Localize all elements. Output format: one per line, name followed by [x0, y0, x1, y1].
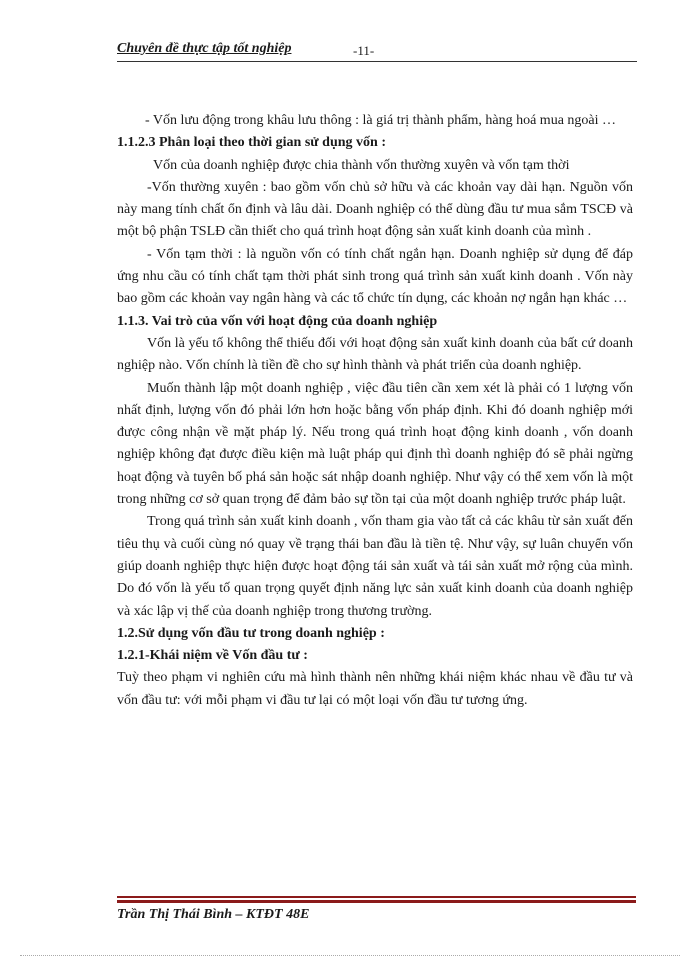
paragraph-investment-concept: Tuỳ theo phạm vi nghiên cứu mà hình thành nên những khái niệm khác nhau về đầu tư và vốn đầu tư: với mỗi phạm vi đầu tư lại có một loại vốn đầu tư tương ứng. — [117, 670, 633, 708]
page-header — [117, 38, 637, 66]
footer-author: Trần Thị Thái Bình – KTĐT 48E — [117, 907, 310, 922]
paragraph-capital-role: Vốn là yếu tố không thể thiếu đối với hoạt động sản xuất kinh doanh của bất cứ doanh nghiệp nào. Vốn chính là tiền đề cho sự hình thành và phát triển của doanh nghiệp. — [117, 335, 633, 374]
heading-1-2: 1.2.Sử dụng vốn đầu tư trong doanh nghiệp : — [117, 625, 385, 641]
heading-1-1-2-3: 1.1.2.3 Phân loại theo thời gian sử dụng vốn : — [117, 135, 386, 151]
paragraph-permanent-capital: -Vốn thường xuyên : bao gồm vốn chủ sở hữu và các khoản vay dài hạn. Nguồn vốn này mang tính chất ổn định và lâu dài. Doanh nghiệp có thể dùng đầu tư mua sắm TSCĐ và một bộ phận TSLĐ cần thiết cho quá trình hoạt động sản xuất kinh doanh của mình . — [117, 179, 633, 240]
paragraph-establish-enterprise: Muốn thành lập một doanh nghiệp , việc đầu tiên cần xem xét là phải có 1 lượng vốn nhất định, lượng vốn đó phải lớn hơn hoặc bằng vốn pháp định. Khi đó doanh nghiệp mới được công nhận về mặt pháp lý. Nếu trong quá trình hoạt động kinh doanh , vốn doanh nghiệp không đạt được điều kiện mà luật pháp qui định thì doanh nghiệp đó sẽ phải ngừng hoạt động và tuyên bố phá sản hoặc sát nhập doanh nghiệp. Như vậy có thể xem vốn là một trong những cơ sở quan trọng để đảm bảo sự tồn tại của một doanh nghiệp trước pháp luật. — [117, 380, 633, 508]
footer-divider-thin — [117, 896, 636, 898]
footer-divider-thick — [117, 900, 636, 903]
page-number: -11- — [353, 43, 375, 58]
page-bottom-border — [20, 955, 680, 956]
heading-1-2-1: 1.2.1-Khái niệm về Vốn đầu tư : — [117, 648, 308, 664]
page-body — [117, 110, 633, 712]
header-divider — [117, 61, 637, 62]
paragraph-capital-types: Vốn của doanh nghiệp được chia thành vốn thường xuyên và vốn tạm thời — [153, 157, 570, 173]
paragraph-circulation-capital: - Vốn lưu động trong khâu lưu thông : là giá trị thành phẩm, hàng hoá mua ngoài … — [145, 113, 617, 128]
heading-1-1-3: 1.1.3. Vai trò của vốn với hoạt động của doanh nghiệp — [117, 313, 438, 329]
paragraph-temporary-capital: - Vốn tạm thời : là nguồn vốn có tính chất ngắn hạn. Doanh nghiệp sử dụng để đáp ứng nhu cầu có tính chất tạm thời phát sinh trong quá trình sản xuất kinh doanh . Vốn này bao gồm các khoản vay ngân hàng và các tổ chức tín dụng, các khoản nợ ngắn hạn khác … — [117, 246, 633, 307]
header-title: Chuyên đề thực tập tốt nghiệp — [117, 41, 292, 56]
paragraph-production-process: Trong quá trình sản xuất kinh doanh , vốn tham gia vào tất cả các khâu từ sản xuất đến tiêu thụ và cuối cùng nó quay về trạng thái ban đầu là tiền tệ. Như vậy, sự luân chuyển vốn giúp doanh nghiệp thực hiện được hoạt động tái sản xuất và tái sản xuất mở rộng của mình. Do đó vốn là yếu tố quan trọng quyết định năng lực sản xuất kinh doanh của doanh nghiệp và xác lập vị thế của doanh nghiệp trong thương trường. — [117, 514, 633, 619]
